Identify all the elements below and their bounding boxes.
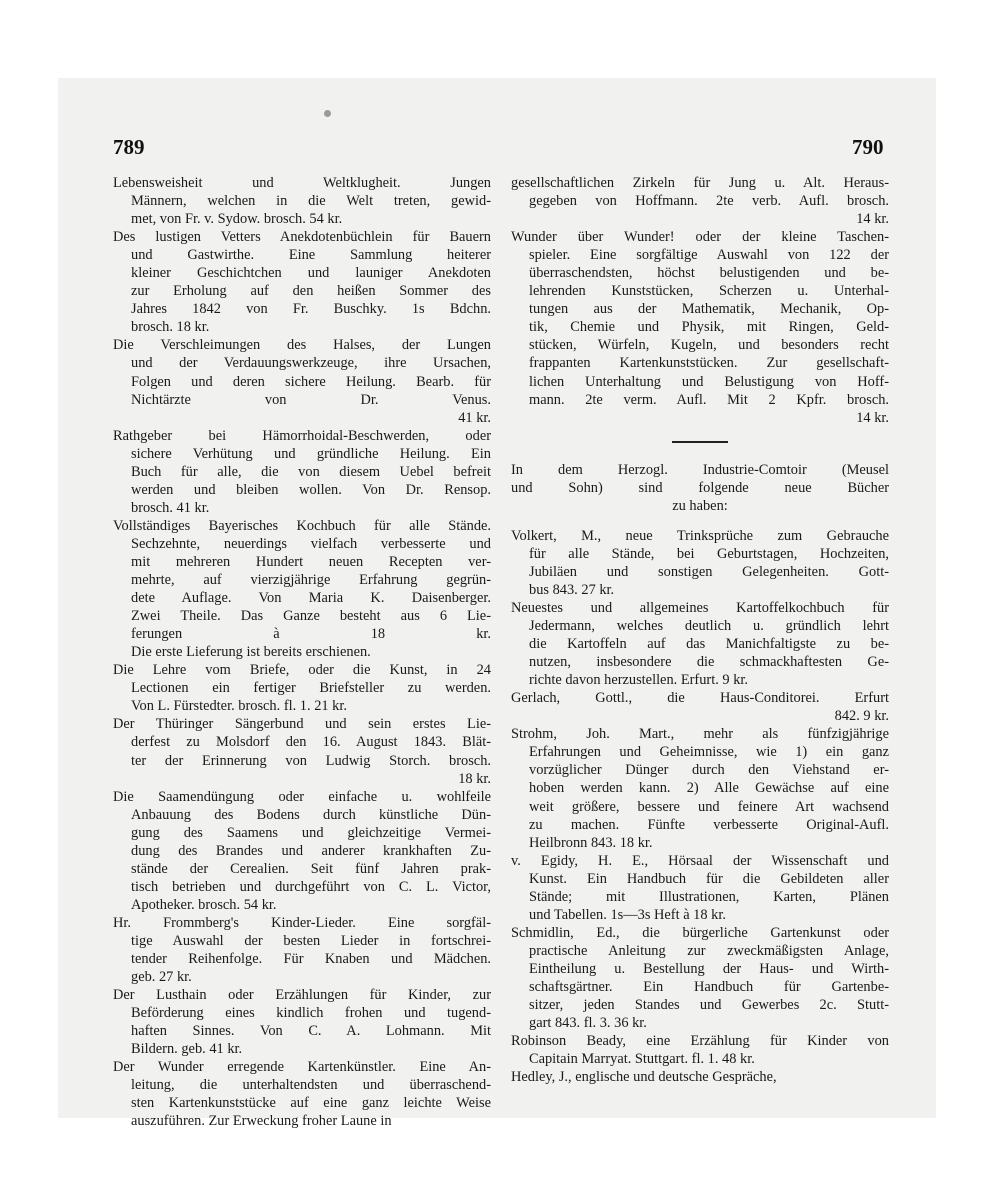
entry-line: Die Saamendüngung oder einfache u. wohlfeile [113, 788, 491, 805]
entry-line: leitung, die unterhaltendsten und überraschend- [131, 1077, 491, 1094]
catalog-entry [113, 1058, 491, 1130]
entry-line: zur Erholung auf den heißen Sommer des [131, 283, 491, 300]
entry-line: Buch für alle, die von diesem Uebel befreit [131, 463, 491, 480]
entry-line: 41 kr. [458, 409, 491, 426]
entry-line: richte davon herzustellen. Erfurt. 9 kr. [529, 672, 748, 689]
entry-line: Gerlach, Gottl., die Haus-Conditorei. Erfurt [511, 690, 889, 707]
entry-line: für alle Stände, bei Geburtstagen, Hochzeiten, [529, 545, 889, 562]
entry-line: Rathgeber bei Hämorrhoidal-Beschwerden, oder [113, 427, 491, 444]
entry-line: die Kartoffeln auf das Manichfaltigste zu be- [529, 636, 889, 653]
entry-line: practische Anleitung zur zweckmäßigsten Anlage, [529, 942, 889, 959]
entry-line: Jubiläen und sonstigen Gelegenheiten. Gott- [529, 563, 889, 580]
entry-line: tige Auswahl der besten Lieder in fortschrei- [131, 932, 491, 949]
catalog-entry [113, 517, 491, 661]
page-number-right: 790 [852, 135, 884, 159]
right-column-top [511, 174, 889, 427]
entry-line: und Gastwirthe. Eine Sammlung heiterer [131, 247, 491, 264]
right-column-bottom [511, 527, 889, 1086]
catalog-entry [113, 914, 491, 986]
catalog-entry [511, 1032, 889, 1068]
catalog-entry [113, 661, 491, 715]
entry-line: tisch betrieben und durchgeführt von C. L. Victor, [131, 878, 491, 895]
entry-line: 842. 9 kr. [834, 708, 889, 725]
catalog-entry [511, 527, 889, 599]
entry-line: Heilbronn 843. 18 kr. [529, 834, 653, 851]
entry-line: Die Lehre vom Briefe, oder die Kunst, in 24 [113, 662, 491, 679]
entry-line: 14 kr. [856, 211, 889, 228]
entry-line: lehrenden Kunststücken, Scherzen u. Unterhal- [529, 283, 889, 300]
catalog-entry [113, 427, 491, 517]
entry-line: met, von Fr. v. Sydow. brosch. 54 kr. [131, 211, 343, 228]
right-column [511, 174, 889, 1086]
catalog-entry [113, 986, 491, 1058]
entry-line: Eintheilung u. Bestellung der Haus- und Wirth- [529, 960, 889, 977]
page-number-left: 789 [113, 135, 145, 159]
entry-line: zu machen. Fünfte verbesserte Original-Aufl. [529, 816, 889, 833]
entry-line: Erfahrungen und Geheimnisse, wie 1) ein ganz [529, 744, 889, 761]
entry-line: Sechzehnte, neuerdings vielfach verbesserte und [131, 535, 491, 552]
entry-line: Der Lusthain oder Erzählungen für Kinder, zur [113, 987, 491, 1004]
entry-line: schaftsgärtner. Ein Handbuch für Gartenbe- [529, 978, 889, 995]
announcement-line: In dem Herzogl. Industrie-Comtoir (Meusel [511, 461, 889, 478]
entry-line: gart 843. fl. 3. 36 kr. [529, 1015, 647, 1032]
entry-line: tungen aus der Mathematik, Mechanik, Op- [529, 301, 889, 318]
entry-line: derfest zu Molsdorf den 16. August 1843. Blät- [131, 734, 491, 751]
entry-line: tender Reihenfolge. Für Knaben und Mädchen. [131, 951, 491, 968]
entry-line: vorzüglicher Dünger durch den Viehstand er- [529, 762, 889, 779]
entry-line: dung des Brandes und anderer krankhaften Zu- [131, 842, 491, 859]
entry-line: Capitain Marryat. Stuttgart. fl. 1. 48 kr. [529, 1051, 755, 1068]
entry-line: Die erste Lieferung ist bereits erschienen. [131, 644, 371, 661]
catalog-entry [511, 689, 889, 725]
entry-line: Männern, welchen in die Welt treten, gewid- [131, 193, 491, 210]
entry-line: Die Verschleimungen des Halses, der Lungen [113, 337, 491, 354]
catalog-entry [113, 174, 491, 228]
entry-line: Robinson Beady, eine Erzählung für Kinder von [511, 1033, 889, 1050]
entry-line: Volkert, M., neue Trinksprüche zum Gebrauche [511, 527, 889, 544]
entry-line: bus 843. 27 kr. [529, 581, 615, 598]
entry-line: haften Sinnes. Von C. A. Lohmann. Mit [131, 1023, 491, 1040]
entry-line: sten Kartenkunststücke auf eine ganz leichte Weise [131, 1095, 491, 1112]
entry-line: nutzen, insbesondere die schmackhaftesten Ge- [529, 654, 889, 671]
entry-line: Nichtärzte von Dr. Venus. [131, 391, 491, 408]
entry-line: v. Egidy, H. E., Hörsaal der Wissenschaft und [511, 852, 889, 869]
entry-line: Lebensweisheit und Weltklugheit. Jungen [113, 175, 491, 191]
catalog-entry [511, 228, 889, 427]
entry-line: Jedermann, welches deutlich u. gründlich lehrt [529, 618, 889, 635]
entry-line: Hr. Frommberg's Kinder-Lieder. Eine sorgfäl- [113, 914, 491, 931]
entry-line: mehrte, auf vierzigjährige Erfahrung gegrün- [131, 572, 491, 589]
entry-line: Vollständiges Bayerisches Kochbuch für alle Stände. [113, 517, 491, 534]
entry-line: Der Thüringer Sängerbund und sein erstes Lie- [113, 716, 491, 733]
entry-line: Stände; mit Illustrationen, Karten, Plänen [529, 888, 889, 905]
entry-line: ter der Erinnerung von Ludwig Storch. brosch. [131, 752, 491, 769]
announcement-line: und Sohn) sind folgende neue Bücher [511, 479, 889, 496]
entry-line: geb. 27 kr. [131, 969, 192, 986]
entry-line: Des lustigen Vetters Anekdotenbüchlein für Bauern [113, 229, 491, 246]
announcement-line: zu haben: [672, 497, 728, 514]
catalog-entry [511, 174, 889, 228]
entry-line: Zwei Theile. Das Ganze besteht aus 6 Lie- [131, 608, 491, 625]
entry-line: Wunder über Wunder! oder der kleine Taschen- [511, 229, 889, 246]
ink-dot [324, 110, 331, 117]
entry-line: hoben werden kann. 2) Alle Gewächse auf eine [529, 780, 889, 797]
entry-line: Neuestes und allgemeines Kartoffelkochbuch für [511, 599, 889, 616]
entry-line: werden und bleiben wollen. Von Dr. Rensop. [131, 481, 491, 498]
entry-line: Beförderung eines kindlich frohen und tugend- [131, 1005, 491, 1022]
catalog-entry [511, 599, 889, 689]
catalog-entry [511, 924, 889, 1032]
entry-line: stände der Cerealien. Seit fünf Jahren prak- [131, 860, 491, 877]
catalog-entry [511, 1068, 889, 1086]
entry-line: gung des Saamens und gleichzeitige Vermei- [131, 824, 491, 841]
entry-line: brosch. 41 kr. [131, 499, 210, 516]
entry-line: mann. 2te verm. Aufl. Mit 2 Kpfr. brosch. [529, 391, 889, 408]
entry-line: Jahres 1842 von Fr. Buschky. 1s Bdchn. [131, 301, 491, 318]
entry-line: und Tabellen. 1s—3s Heft à 18 kr. [529, 906, 726, 923]
entry-line: gesellschaftlichen Zirkeln für Jung u. Alt. Heraus- [511, 175, 889, 191]
catalog-entry [511, 725, 889, 851]
entry-line: Der Wunder erregende Kartenkünstler. Eine An- [113, 1059, 491, 1076]
entry-line: spieler. Eine sorgfältige Auswahl von 122 der [529, 247, 889, 264]
entry-line: brosch. 18 kr. [131, 319, 210, 336]
entry-line: dete Auflage. Von Maria K. Daisenberger. [131, 590, 491, 607]
announcement [511, 461, 889, 515]
entry-line: ferungen à 18 kr. [131, 626, 491, 643]
catalog-entry [113, 228, 491, 336]
entry-line: kleiner Geschichtchen und launiger Anekdoten [131, 265, 491, 282]
entry-line: sitzer, jeden Standes und Gewerbes 2c. Stutt- [529, 997, 889, 1014]
entry-line: Von L. Fürstedter. brosch. fl. 1. 21 kr. [131, 698, 347, 715]
entry-line: Strohm, Joh. Mart., mehr als fünfzigjährige [511, 726, 889, 743]
entry-line: stücken, Würfeln, Kugeln, und besonders recht [529, 337, 889, 354]
section-divider [672, 441, 728, 443]
entry-line: gegeben von Hoffmann. 2te verb. Aufl. brosch. [529, 193, 889, 210]
entry-line: frappanten Kartenkunststücken. Zur gesellschaft- [529, 355, 889, 372]
catalog-entry [113, 336, 491, 426]
entry-line: Folgen und deren sichere Heilung. Bearb. für [131, 373, 491, 390]
entry-line: Schmidlin, Ed., die bürgerliche Gartenkunst oder [511, 924, 889, 941]
entry-line: 18 kr. [458, 770, 491, 787]
entry-line: Lectionen ein fertiger Briefsteller zu werden. [131, 680, 491, 697]
catalog-entry [113, 788, 491, 914]
entry-line: Apotheker. brosch. 54 kr. [131, 896, 277, 913]
entry-line: 14 kr. [856, 409, 889, 426]
catalog-entry [511, 852, 889, 924]
entry-line: Hedley, J., englische und deutsche Gespräche, [511, 1069, 777, 1086]
entry-line: lichen Unterhaltung und Belustigung von Hoff- [529, 373, 889, 390]
left-column [113, 174, 491, 1130]
entry-line: Bildern. geb. 41 kr. [131, 1041, 243, 1058]
entry-line: mit mehreren Hundert neuen Recepten ver- [131, 553, 491, 570]
entry-line: Kunst. Ein Handbuch für die Gebildeten aller [529, 870, 889, 887]
entry-line: tik, Chemie und Physik, mit Ringen, Geld- [529, 319, 889, 336]
entry-line: und der Verdauungswerkzeuge, ihre Ursachen, [131, 355, 491, 372]
entry-line: weit größere, bessere und feinere Art wachsend [529, 798, 889, 815]
entry-line: überraschendsten, höchst belustigenden und be- [529, 265, 889, 282]
entry-line: Anbauung des Bodens durch künstliche Dün- [131, 806, 491, 823]
entry-line: sichere Verhütung und gründliche Heilung. Ein [131, 445, 491, 462]
entry-line: auszuführen. Zur Erweckung froher Laune in [131, 1113, 392, 1130]
catalog-entry [113, 715, 491, 787]
